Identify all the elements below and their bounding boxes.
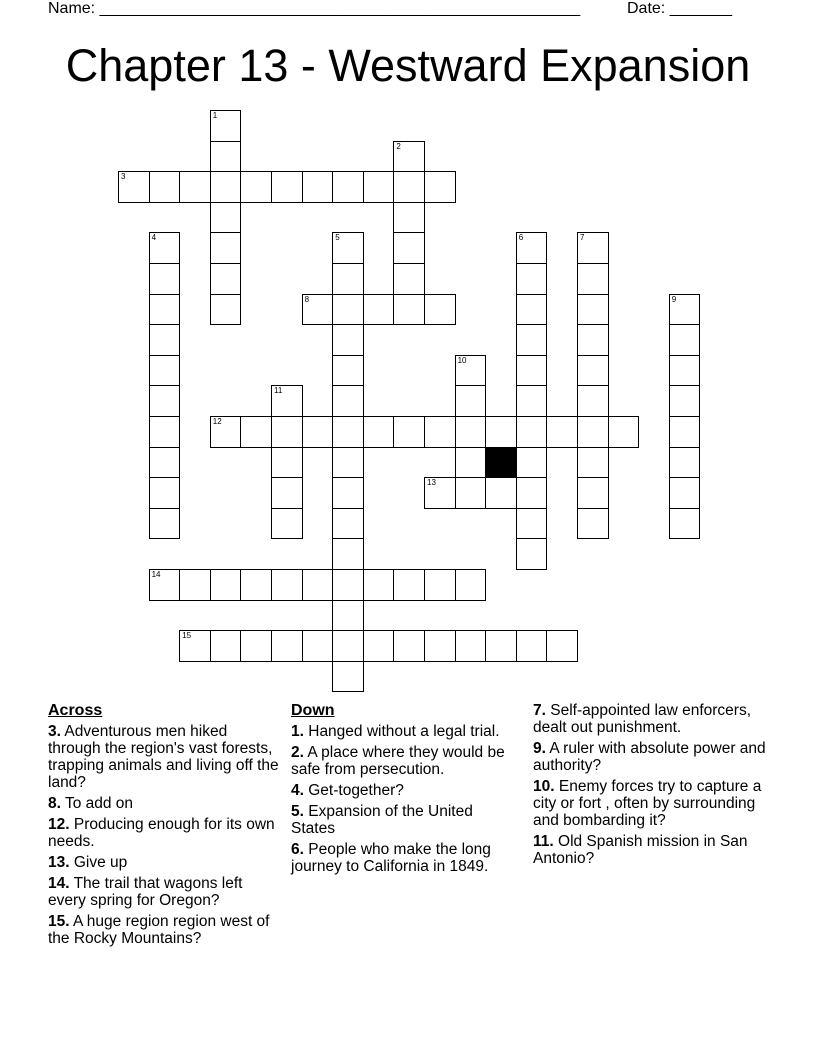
down-list-continued — [533, 702, 773, 867]
grid-cell[interactable] — [149, 324, 181, 356]
grid-cell[interactable] — [424, 569, 456, 601]
grid-cell[interactable] — [363, 294, 395, 326]
cell-number: 15 — [182, 631, 192, 641]
grid-cell[interactable] — [332, 538, 364, 570]
grid-cell[interactable] — [179, 569, 211, 601]
grid-cell[interactable] — [271, 447, 303, 479]
grid-cell[interactable] — [149, 447, 181, 479]
grid-cell[interactable] — [363, 569, 395, 601]
clue-text: A place where they would be safe from persecution. — [291, 744, 505, 778]
grid-cell[interactable] — [118, 171, 150, 203]
clue-number: 9. — [533, 740, 546, 757]
grid-cell[interactable] — [332, 630, 364, 662]
grid-cell[interactable] — [485, 630, 517, 662]
grid-cell[interactable] — [302, 630, 334, 662]
grid-cell[interactable] — [332, 661, 364, 693]
grid-cell[interactable] — [546, 630, 578, 662]
grid-cell[interactable] — [210, 232, 242, 264]
clue-item — [291, 841, 511, 875]
grid-cell[interactable] — [332, 355, 364, 387]
grid-cell[interactable] — [332, 447, 364, 479]
clue-number: 15. — [48, 913, 70, 930]
clue-item — [48, 854, 280, 871]
clue-item — [291, 744, 511, 778]
grid-cell[interactable] — [669, 477, 701, 509]
clue-number: 10. — [533, 778, 555, 795]
clue-number: 3. — [48, 723, 61, 740]
grid-cell[interactable] — [577, 447, 609, 479]
grid-cell[interactable] — [332, 508, 364, 540]
name-field: Name: ______________________________________________________ — [48, 0, 581, 17]
grid-cell[interactable] — [393, 141, 425, 173]
grid-cell[interactable] — [271, 508, 303, 540]
clue-item — [48, 913, 280, 947]
grid-cell[interactable] — [424, 171, 456, 203]
clue-text: Expansion of the United States — [291, 803, 473, 837]
grid-cell[interactable] — [516, 416, 548, 448]
clue-text: Adventurous men hiked through the region's vast forests, trapping animals and living off the land? — [48, 723, 279, 791]
black-cell — [485, 447, 517, 479]
clue-number: 5. — [291, 803, 304, 820]
clue-number: 7. — [533, 702, 546, 719]
cell-number: 3 — [121, 172, 126, 182]
clue-text: To add on — [60, 795, 134, 812]
grid-cell[interactable] — [210, 569, 242, 601]
grid-cell[interactable] — [393, 294, 425, 326]
clue-item — [533, 702, 773, 736]
clue-number: 12. — [48, 816, 70, 833]
grid-cell[interactable] — [271, 171, 303, 203]
grid-cell[interactable] — [516, 630, 548, 662]
grid-cell[interactable] — [210, 416, 242, 448]
grid-cell[interactable] — [271, 416, 303, 448]
grid-cell[interactable] — [455, 385, 487, 417]
down-heading: Down — [291, 702, 335, 719]
clue-text: Old Spanish mission in San Antonio? — [533, 833, 748, 867]
grid-cell[interactable] — [455, 630, 487, 662]
grid-cell[interactable] — [149, 416, 181, 448]
grid-cell[interactable] — [332, 416, 364, 448]
grid-cell[interactable] — [424, 477, 456, 509]
cell-number: 4 — [151, 233, 157, 243]
grid-cell[interactable] — [149, 477, 181, 509]
clue-number: 6. — [291, 841, 304, 858]
grid-cell[interactable] — [608, 416, 640, 448]
grid-cell[interactable] — [149, 232, 181, 264]
clue-item — [291, 723, 511, 740]
grid-cell[interactable] — [332, 263, 364, 295]
grid-cell[interactable] — [424, 416, 456, 448]
grid-cell[interactable] — [393, 202, 425, 234]
grid-cell[interactable] — [516, 232, 548, 264]
grid-cell[interactable] — [669, 294, 701, 326]
grid-cell[interactable] — [179, 171, 211, 203]
clue-text: Get-together? — [303, 782, 404, 799]
cell-number: 9 — [671, 294, 677, 304]
cell-number: 11 — [274, 386, 283, 396]
clue-item — [48, 795, 280, 812]
grid-cell[interactable] — [669, 324, 701, 356]
grid-cell[interactable] — [393, 569, 425, 601]
grid-cell[interactable] — [302, 569, 334, 601]
grid-cell[interactable] — [332, 232, 364, 264]
clue-item — [533, 778, 773, 829]
cell-number: 14 — [151, 570, 161, 579]
grid-cell[interactable] — [149, 385, 181, 417]
cell-number: 12 — [212, 417, 222, 426]
down-clues — [291, 702, 511, 879]
cell-number: 5 — [335, 233, 340, 243]
clue-item — [533, 740, 773, 774]
clue-item — [291, 782, 511, 799]
grid-cell[interactable] — [332, 294, 364, 326]
grid-cell[interactable] — [516, 385, 548, 417]
cell-number: 13 — [427, 478, 436, 488]
grid-cell[interactable] — [516, 324, 548, 356]
grid-cell[interactable] — [516, 294, 548, 326]
cell-number: 7 — [580, 233, 585, 243]
clue-item — [48, 816, 280, 850]
grid-cell[interactable] — [271, 630, 303, 662]
grid-cell[interactable] — [393, 171, 425, 203]
grid-cell[interactable] — [240, 569, 272, 601]
grid-cell[interactable] — [577, 324, 609, 356]
across-clues — [48, 702, 280, 951]
clue-number: 8. — [48, 795, 61, 812]
grid-cell[interactable] — [455, 447, 487, 479]
grid-cell[interactable] — [516, 538, 548, 570]
grid-cell[interactable] — [393, 630, 425, 662]
grid-cell[interactable] — [363, 630, 395, 662]
clue-text: The trail that wagons left every spring for Oregon? — [48, 875, 243, 909]
grid-cell[interactable] — [577, 416, 609, 448]
page-title: Chapter 13 - Westward Expansion — [65, 40, 751, 91]
grid-cell[interactable] — [516, 263, 548, 295]
clue-number: 13. — [48, 854, 70, 871]
grid-cell[interactable] — [210, 263, 242, 295]
grid-cell[interactable] — [210, 171, 242, 203]
grid-cell[interactable] — [455, 416, 487, 448]
grid-cell[interactable] — [424, 630, 456, 662]
clue-number: 11. — [533, 833, 554, 850]
grid-cell[interactable] — [577, 508, 609, 540]
grid-cell[interactable] — [363, 171, 395, 203]
clue-text: A huge region region west of the Rocky Mountains? — [48, 913, 270, 947]
grid-cell[interactable] — [455, 569, 487, 601]
clue-text: People who make the long journey to California in 1849. — [291, 841, 491, 875]
grid-cell[interactable] — [577, 355, 609, 387]
clue-item — [48, 723, 280, 791]
down-list — [291, 723, 511, 875]
date-field: Date: _______ — [627, 0, 732, 17]
across-list — [48, 723, 280, 947]
grid-cell[interactable] — [577, 263, 609, 295]
grid-cell[interactable] — [393, 232, 425, 264]
cell-number: 1 — [212, 111, 218, 120]
across-heading: Across — [48, 702, 103, 719]
grid-cell[interactable] — [240, 416, 272, 448]
grid-cell[interactable] — [210, 110, 242, 142]
grid-cell[interactable] — [669, 385, 701, 417]
grid-cell[interactable] — [332, 569, 364, 601]
cell-number: 2 — [396, 141, 401, 151]
grid-cell[interactable] — [332, 324, 364, 356]
clue-text: Give up — [69, 854, 128, 871]
grid-cell[interactable] — [240, 171, 272, 203]
grid-cell[interactable] — [455, 477, 487, 509]
grid-cell[interactable] — [577, 477, 609, 509]
grid-cell[interactable] — [669, 355, 701, 387]
grid-cell[interactable] — [546, 416, 578, 448]
grid-cell[interactable] — [302, 171, 334, 203]
grid-cell[interactable] — [149, 294, 181, 326]
grid-cell[interactable] — [516, 508, 548, 540]
cell-number: 6 — [518, 233, 524, 243]
clue-number: 1. — [291, 723, 304, 740]
grid-cell[interactable] — [669, 508, 701, 540]
grid-cell[interactable] — [332, 385, 364, 417]
grid-cell[interactable] — [485, 477, 517, 509]
grid-cell[interactable] — [393, 416, 425, 448]
grid-cell[interactable] — [424, 294, 456, 326]
grid-cell[interactable] — [271, 385, 303, 417]
clue-text: Producing enough for its own needs. — [48, 816, 275, 850]
clue-text: Enemy forces try to capture a city or fort , often by surrounding and bombarding it? — [533, 778, 762, 829]
grid-cell[interactable] — [179, 630, 211, 662]
down-clues-continued — [533, 702, 773, 871]
grid-cell[interactable] — [302, 294, 334, 326]
grid-cell[interactable] — [577, 385, 609, 417]
clue-item — [291, 803, 511, 837]
grid-cell[interactable] — [240, 630, 272, 662]
grid-cell[interactable] — [149, 355, 181, 387]
grid-cell[interactable] — [210, 630, 242, 662]
cell-number: 10 — [457, 355, 467, 365]
clue-number: 14. — [48, 875, 70, 892]
grid-cell[interactable] — [210, 141, 242, 173]
grid-cell[interactable] — [149, 263, 181, 295]
grid-cell[interactable] — [149, 508, 181, 540]
grid-cell[interactable] — [363, 416, 395, 448]
clue-item — [48, 875, 280, 909]
clue-text: Hanged without a legal trial. — [303, 723, 500, 740]
grid-cell[interactable] — [516, 447, 548, 479]
grid-cell[interactable] — [332, 477, 364, 509]
clue-text: A ruler with absolute power and authority? — [533, 740, 766, 774]
grid-cell[interactable] — [577, 232, 609, 264]
clue-item — [533, 833, 773, 867]
clue-number: 2. — [291, 744, 304, 761]
grid-cell[interactable] — [516, 355, 548, 387]
clue-text: Self-appointed law enforcers, dealt out punishment. — [533, 702, 751, 736]
grid-cell[interactable] — [485, 416, 517, 448]
grid-cell[interactable] — [210, 202, 242, 234]
grid-cell[interactable] — [669, 447, 701, 479]
grid-cell[interactable] — [271, 569, 303, 601]
grid-cell[interactable] — [332, 600, 364, 632]
grid-cell[interactable] — [271, 477, 303, 509]
clue-number: 4. — [291, 782, 304, 799]
grid-cell[interactable] — [455, 355, 487, 387]
grid-cell[interactable] — [516, 477, 548, 509]
cell-number: 8 — [304, 294, 310, 304]
grid-cell[interactable] — [577, 294, 609, 326]
grid-cell[interactable] — [393, 263, 425, 295]
grid-cell[interactable] — [669, 416, 701, 448]
grid-cell[interactable] — [302, 416, 334, 448]
grid-cell[interactable] — [149, 171, 181, 203]
grid-cell[interactable] — [332, 171, 364, 203]
grid-cell[interactable] — [149, 569, 181, 601]
grid-cell[interactable] — [210, 294, 242, 326]
